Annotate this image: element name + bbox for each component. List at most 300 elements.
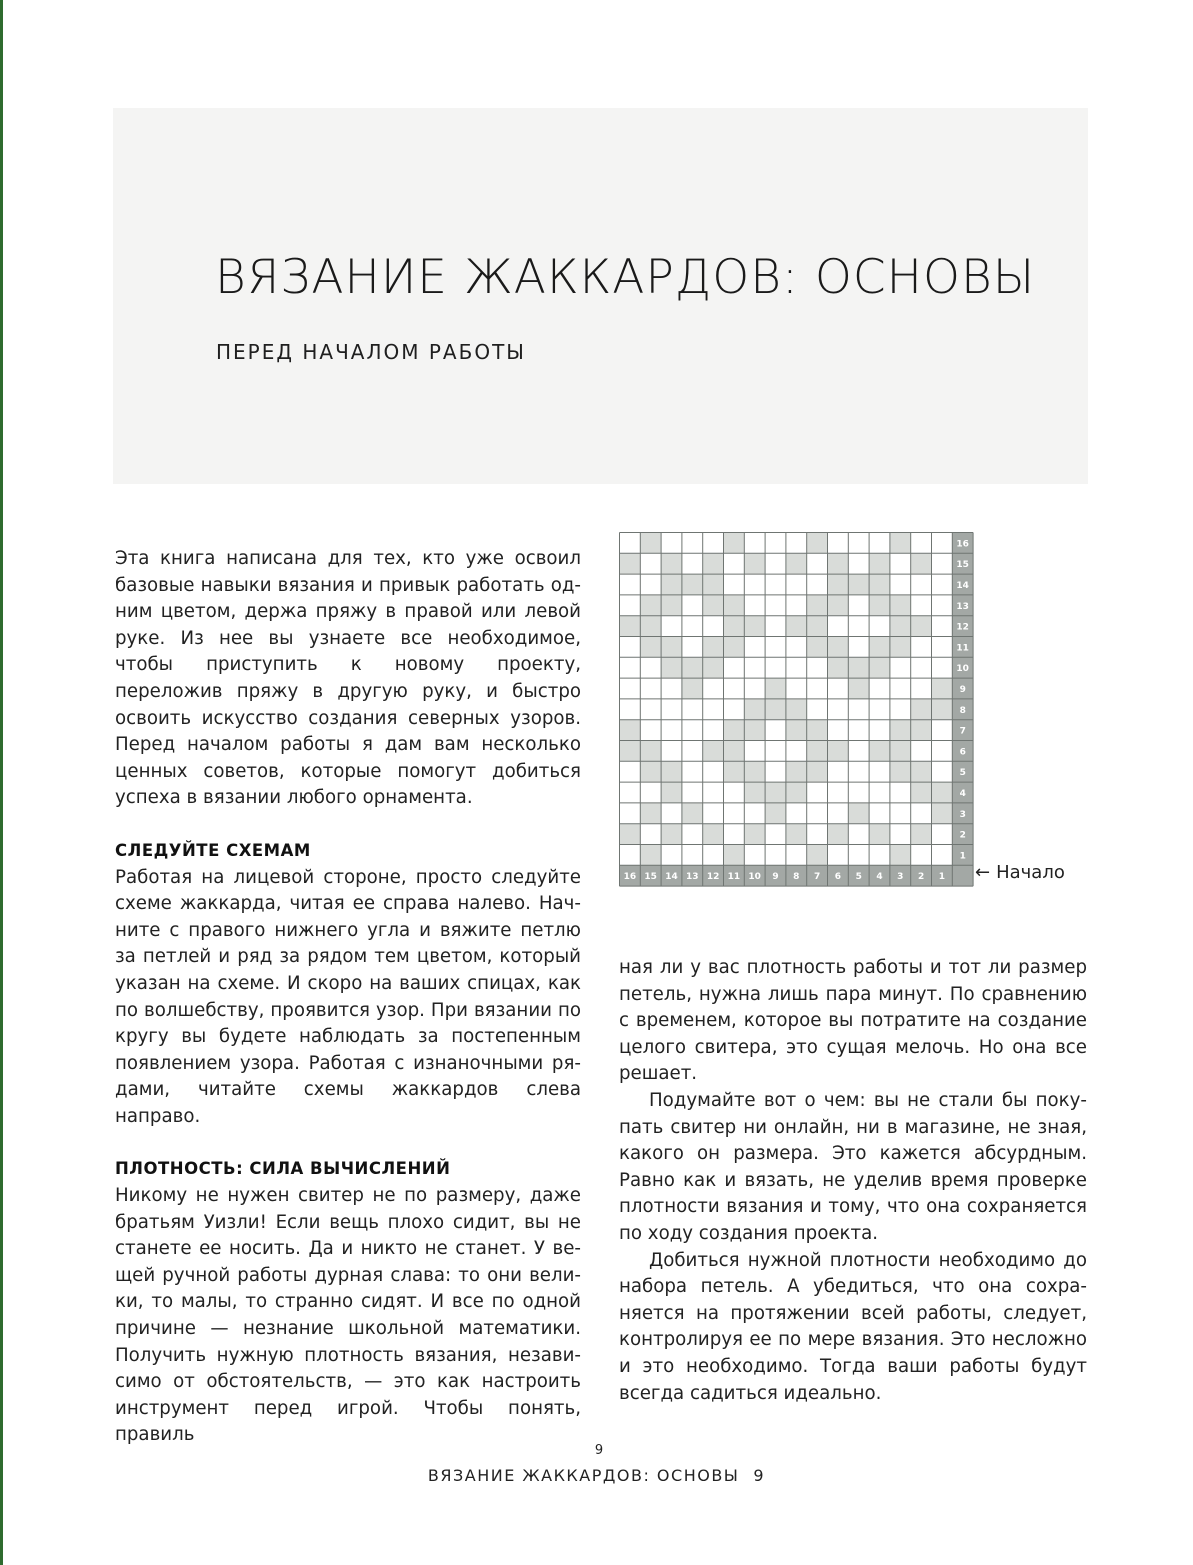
chart-cell — [765, 533, 786, 554]
chart-cell — [828, 845, 849, 866]
chart-cell — [807, 637, 828, 658]
chart-cell — [807, 741, 828, 762]
chart-cell — [640, 678, 661, 699]
chart-cell — [744, 637, 765, 658]
chart-cell — [932, 637, 953, 658]
chart-cell — [932, 824, 953, 845]
chart-cell — [682, 553, 703, 574]
chart-cell — [786, 533, 807, 554]
chart-cell — [640, 845, 661, 866]
running-footer — [0, 1466, 1193, 1485]
chart-cell — [848, 678, 869, 699]
chart-cell — [848, 616, 869, 637]
chart-cell — [869, 657, 890, 678]
chart-cell — [620, 574, 641, 595]
row-number-label: 3 — [959, 809, 966, 820]
chart-cell — [703, 553, 724, 574]
chart-cell — [744, 553, 765, 574]
chart-cell — [724, 533, 745, 554]
column-number-label: 4 — [876, 872, 883, 883]
chart-cell — [682, 699, 703, 720]
jacquard-chart — [619, 532, 974, 887]
chart-cell — [911, 595, 932, 616]
chart-cell — [848, 720, 869, 741]
chart-cell — [890, 553, 911, 574]
column-number-label: 9 — [772, 872, 779, 883]
chart-cell — [661, 595, 682, 616]
row-number-label: 2 — [959, 830, 966, 841]
row-number-label: 16 — [956, 539, 969, 550]
chart-cell — [703, 637, 724, 658]
chart-cell — [807, 533, 828, 554]
chart-cell — [890, 637, 911, 658]
chart-cell — [911, 824, 932, 845]
chart-cell — [828, 761, 849, 782]
chart-cell — [807, 803, 828, 824]
chart-cell — [724, 637, 745, 658]
chart-cell — [640, 782, 661, 803]
chart-cell — [682, 782, 703, 803]
page-number-small: 9 — [594, 1443, 604, 1458]
gauge-paragraph: Никому не нужен свитер не по размеру, даже братьям Уизли! Если вещь плохо сидит, вы не станете ее носить. Да и никто не станет. У вещей ручной работы дурная слава: то они велики, то малы, то странно сидят. И все по одной причине — незнание школьной математики. Получить нужную плотность вязания, независимо от обстоятельств, — это как настроить инструмент перед игрой. Чтобы понять, правиль — [115, 1185, 581, 1446]
chart-cell — [911, 782, 932, 803]
chart-cell — [682, 657, 703, 678]
chart-cell — [620, 699, 641, 720]
chart-cell — [786, 595, 807, 616]
chart-cell — [620, 803, 641, 824]
chart-cell — [744, 595, 765, 616]
chart-cell — [640, 574, 661, 595]
chart-cell — [765, 553, 786, 574]
chart-cell — [807, 720, 828, 741]
chart-cell — [828, 595, 849, 616]
row-number-label: 12 — [956, 622, 969, 633]
chart-cell — [620, 533, 641, 554]
chart-cell — [848, 761, 869, 782]
chart-cell — [682, 824, 703, 845]
column-number-label: 13 — [686, 872, 699, 883]
chart-cell — [848, 741, 869, 762]
chart-cell — [724, 741, 745, 762]
chart-cell — [786, 782, 807, 803]
chart-cell — [828, 741, 849, 762]
chart-cell — [661, 782, 682, 803]
chart-cell — [911, 678, 932, 699]
chart-cell — [932, 741, 953, 762]
chart-cell — [807, 678, 828, 699]
page-edge-rule — [0, 0, 3, 1565]
chart-cell — [869, 637, 890, 658]
chart-cell — [807, 616, 828, 637]
chart-cell — [661, 720, 682, 741]
chart-cell — [890, 595, 911, 616]
chart-cell — [828, 782, 849, 803]
chart-cell — [890, 678, 911, 699]
chart-cell — [890, 741, 911, 762]
chart-cell — [786, 741, 807, 762]
chapter-title: ВЯЗАНИЕ ЖАККАРДОВ: ОСНОВЫ — [215, 250, 1036, 305]
chart-cell — [724, 574, 745, 595]
chart-cell — [890, 616, 911, 637]
column-number-label: 12 — [706, 872, 720, 883]
chart-cell — [807, 595, 828, 616]
chart-cell — [932, 803, 953, 824]
chart-cell — [703, 803, 724, 824]
chart-cell — [661, 574, 682, 595]
column-number-label: 14 — [665, 872, 678, 883]
chart-cell — [848, 533, 869, 554]
chart-cell — [640, 657, 661, 678]
column-number-label: 11 — [727, 872, 741, 883]
chart-cell — [848, 782, 869, 803]
chart-cell — [661, 761, 682, 782]
column-number-label: 15 — [644, 872, 657, 883]
chart-cell — [724, 782, 745, 803]
chart-cell — [744, 616, 765, 637]
chart-cell — [828, 824, 849, 845]
chart-cell — [869, 845, 890, 866]
chart-cell — [703, 699, 724, 720]
chart-cell — [786, 657, 807, 678]
chart-cell — [932, 553, 953, 574]
chart-cell — [828, 637, 849, 658]
chart-cell — [661, 616, 682, 637]
chart-cell — [744, 761, 765, 782]
right-text-column — [619, 955, 1087, 1407]
section-heading-gauge: ПЛОТНОСТЬ: СИЛА ВЫЧИСЛЕНИЙ — [115, 1159, 451, 1179]
chart-cell — [682, 533, 703, 554]
chart-cell — [620, 637, 641, 658]
chart-cell — [890, 782, 911, 803]
chart-cell — [640, 720, 661, 741]
chart-cell — [807, 553, 828, 574]
chart-cell — [807, 782, 828, 803]
chart-cell — [869, 782, 890, 803]
chart-cell — [620, 595, 641, 616]
chart-cell — [744, 720, 765, 741]
chart-cell — [661, 553, 682, 574]
chart-cell — [682, 741, 703, 762]
chart-cell — [724, 699, 745, 720]
chart-cell — [828, 678, 849, 699]
chart-cell — [786, 803, 807, 824]
chart-cell — [640, 741, 661, 762]
chart-cell — [848, 637, 869, 658]
chart-cell — [932, 595, 953, 616]
chart-cell — [828, 699, 849, 720]
chart-cell — [661, 699, 682, 720]
chart-cell — [765, 782, 786, 803]
chart-cell — [640, 637, 661, 658]
chart-cell — [890, 720, 911, 741]
chart-cell — [620, 824, 641, 845]
chart-cell — [640, 553, 661, 574]
chart-cell — [640, 533, 661, 554]
chart-cell — [786, 845, 807, 866]
column-number-label: 1 — [938, 872, 946, 883]
chart-cell — [765, 803, 786, 824]
chart-cell — [911, 553, 932, 574]
chart-cell — [724, 657, 745, 678]
row-number-label: 7 — [959, 726, 966, 737]
chart-cell — [682, 720, 703, 741]
chart-cell — [828, 657, 849, 678]
chart-cell — [703, 720, 724, 741]
chart-cell — [786, 720, 807, 741]
chart-cell — [828, 533, 849, 554]
chart-cell — [786, 824, 807, 845]
chart-cell — [661, 741, 682, 762]
chart-cell — [786, 574, 807, 595]
chart-cell — [848, 574, 869, 595]
row-number-label: 9 — [959, 685, 966, 695]
row-number-label: 15 — [956, 560, 969, 571]
chart-cell — [744, 533, 765, 554]
chart-cell — [848, 553, 869, 574]
chart-cell — [765, 741, 786, 762]
chart-cell — [807, 761, 828, 782]
chart-cell — [724, 824, 745, 845]
chart-cell — [703, 533, 724, 554]
chart-cell — [786, 699, 807, 720]
chart-cell — [724, 845, 745, 866]
chart-cell — [869, 699, 890, 720]
chart-cell — [640, 595, 661, 616]
chart-cell — [869, 741, 890, 762]
follow-charts-paragraph: Работая на лицевой стороне, просто следуйте схеме жаккарда, читая ее справа налево. Начните с правого нижнего угла и вяжите петлю за петлей и ряд за рядом тем цветом, который указан на схеме. И скоро на ваших спицах, как по волшебству, проявится узор. При вязании по кругу вы будете наблюдать за постепенным появлением узора. Работая с изнаночными рядами, читайте схемы жаккардов слева направо. — [115, 866, 581, 1127]
chart-cell — [661, 533, 682, 554]
row-number-label: 13 — [956, 601, 969, 612]
column-number-label: 16 — [623, 872, 637, 883]
chart-cell — [661, 803, 682, 824]
chart-cell — [661, 657, 682, 678]
chart-cell — [661, 637, 682, 658]
chart-cell — [890, 803, 911, 824]
section-heading-follow-charts: СЛЕДУЙТЕ СХЕМАМ — [115, 840, 311, 860]
chart-cell — [848, 657, 869, 678]
chart-cell — [744, 741, 765, 762]
chart-cell — [786, 761, 807, 782]
chart-cell — [807, 657, 828, 678]
chart-cell — [640, 761, 661, 782]
chart-cell — [765, 574, 786, 595]
chart-cell — [848, 845, 869, 866]
column-number-label: 5 — [855, 872, 862, 883]
chart-cell — [703, 761, 724, 782]
achieve-gauge-paragraph: Добиться нужной плотности необходимо до набора петель. А убедиться, что она сохраняется на протяжении всей работы, следует, контролируя ее по мере вязания. Это несложно и это необходимо. Тогда ваши работы будут всегда садиться идеально. — [619, 1249, 1087, 1404]
chart-cell — [828, 803, 849, 824]
row-number-label: 5 — [959, 768, 966, 779]
chart-cell — [932, 720, 953, 741]
chart-cell — [661, 845, 682, 866]
chart-cell — [765, 824, 786, 845]
chart-cell — [744, 824, 765, 845]
chart-cell — [932, 761, 953, 782]
chart-cell — [620, 782, 641, 803]
chart-cell — [932, 678, 953, 699]
chart-cell — [932, 699, 953, 720]
chart-cell — [932, 782, 953, 803]
column-number-label: 10 — [748, 872, 761, 883]
chart-cell — [911, 657, 932, 678]
chart-cell — [682, 845, 703, 866]
row-number-label: 14 — [956, 581, 969, 591]
start-arrow-icon: ← — [975, 862, 991, 883]
chart-cell — [932, 574, 953, 595]
chart-cell — [911, 637, 932, 658]
jacquard-chart-grid — [619, 532, 974, 887]
chart-cell — [744, 803, 765, 824]
chart-cell — [744, 699, 765, 720]
chart-cell — [620, 720, 641, 741]
chart-cell — [828, 574, 849, 595]
chart-cell — [620, 678, 641, 699]
chart-cell — [807, 845, 828, 866]
chart-cell — [911, 845, 932, 866]
chart-cell — [724, 678, 745, 699]
chart-cell — [703, 741, 724, 762]
column-number-label: 6 — [834, 872, 842, 883]
chart-cell — [869, 553, 890, 574]
chart-cell — [869, 595, 890, 616]
chart-cell — [890, 845, 911, 866]
chart-cell — [703, 678, 724, 699]
chart-cell — [807, 574, 828, 595]
chart-cell — [786, 616, 807, 637]
chart-cell — [932, 533, 953, 554]
chart-cell — [682, 803, 703, 824]
row-number-label: 1 — [959, 851, 966, 862]
chart-cell — [744, 678, 765, 699]
chart-cell — [744, 657, 765, 678]
continued-paragraph: ная ли у вас плотность работы и тот ли размер петель, нужна лишь пара минут. По сравнению с временем, которое вы потратите на создание целого свитера, это сущая мелочь. Но она все решает. — [619, 957, 1087, 1085]
chart-cell — [911, 761, 932, 782]
chart-cell — [932, 845, 953, 866]
chart-cell — [724, 616, 745, 637]
chart-cell — [932, 657, 953, 678]
chart-cell — [682, 595, 703, 616]
row-number-label: 8 — [959, 705, 966, 716]
chart-cell — [911, 533, 932, 554]
chart-cell — [765, 616, 786, 637]
chart-cell — [911, 720, 932, 741]
chart-cell — [640, 699, 661, 720]
chart-cell — [620, 845, 641, 866]
chart-cell — [786, 637, 807, 658]
chart-cell — [828, 616, 849, 637]
chart-cell — [682, 678, 703, 699]
chart-cell — [703, 595, 724, 616]
chart-cell — [911, 699, 932, 720]
chart-cell — [724, 595, 745, 616]
column-number-label: 8 — [793, 872, 800, 883]
chart-cell — [744, 782, 765, 803]
chart-cell — [869, 574, 890, 595]
column-number-label: 7 — [813, 872, 821, 883]
chart-cell — [661, 824, 682, 845]
chart-cell — [765, 678, 786, 699]
chart-cell — [682, 761, 703, 782]
chart-cell — [890, 574, 911, 595]
chart-cell — [807, 824, 828, 845]
chart-cell — [869, 803, 890, 824]
chart-cell — [744, 845, 765, 866]
chart-cell — [620, 761, 641, 782]
chart-cell — [724, 553, 745, 574]
chart-cell — [869, 720, 890, 741]
chart-cell — [890, 824, 911, 845]
chart-cell — [869, 616, 890, 637]
chart-cell — [640, 616, 661, 637]
chart-cell — [703, 782, 724, 803]
row-number-label: 11 — [956, 643, 969, 654]
chart-cell — [869, 678, 890, 699]
chart-cell — [765, 595, 786, 616]
chart-cell — [848, 595, 869, 616]
column-number-label: 3 — [897, 872, 904, 883]
chart-cell — [620, 741, 641, 762]
chart-cell — [890, 657, 911, 678]
think-paragraph: Подумайте вот о чем: вы не стали бы покупать свитер ни онлайн, ни в магазине, не зная, какого он размера. Это кажется абсурдным. Равно как и вязать, не уделив время проверке плотности вязания и тому, что она сохраняется по ходу создания проекта. — [619, 1089, 1087, 1244]
chart-cell — [703, 616, 724, 637]
footer-running-title: ВЯЗАНИЕ ЖАККАРДОВ: ОСНОВЫ — [427, 1466, 740, 1485]
chart-cell — [869, 533, 890, 554]
chart-cell — [807, 699, 828, 720]
chart-cell — [911, 616, 932, 637]
chart-cell — [911, 803, 932, 824]
chart-cell — [640, 803, 661, 824]
intro-paragraph: Эта книга написана для тех, кто уже освоил базовые навыки вязания и привык работать одним цветом, держа пряжу в правой или левой руке. Из нее вы узнаете все необходимое, чтобы приступить к новому проекту, переложив пряжу в другую руку, и быстро освоить искусство создания северных узоров. Перед началом работы я дам вам несколько ценных советов, которые помогут добиться успеха в вязании любого орнамента. — [115, 548, 581, 809]
chart-cell — [765, 761, 786, 782]
chart-cell — [828, 720, 849, 741]
chart-cell — [620, 553, 641, 574]
chart-cell — [911, 574, 932, 595]
chart-cell — [786, 678, 807, 699]
row-number-label: 4 — [959, 789, 966, 799]
column-number-label: 2 — [917, 872, 925, 883]
chart-cell — [890, 761, 911, 782]
chart-cell — [786, 553, 807, 574]
chart-cell — [682, 637, 703, 658]
footer-page-number: 9 — [753, 1466, 766, 1485]
chart-cell — [828, 553, 849, 574]
chart-cell — [848, 824, 869, 845]
chart-cell — [620, 657, 641, 678]
chart-cell — [661, 678, 682, 699]
chart-cell — [869, 824, 890, 845]
chart-cell — [703, 574, 724, 595]
chart-start-label — [975, 862, 1065, 883]
chapter-subtitle: ПЕРЕД НАЧАЛОМ РАБОТЫ — [216, 340, 526, 364]
chart-cell — [932, 616, 953, 637]
row-number-label: 6 — [959, 747, 966, 758]
chart-cell — [911, 741, 932, 762]
chart-cell — [765, 637, 786, 658]
chart-cell — [765, 845, 786, 866]
chart-cell — [703, 657, 724, 678]
chart-cell — [890, 533, 911, 554]
chart-cell — [724, 803, 745, 824]
chart-cell — [703, 824, 724, 845]
chart-cell — [682, 574, 703, 595]
start-label-text: Начало — [996, 862, 1065, 883]
chart-cell — [724, 761, 745, 782]
chart-cell — [744, 574, 765, 595]
chart-cell — [640, 824, 661, 845]
chart-cell — [703, 845, 724, 866]
row-number-label: 10 — [956, 664, 969, 675]
chart-cell — [869, 761, 890, 782]
